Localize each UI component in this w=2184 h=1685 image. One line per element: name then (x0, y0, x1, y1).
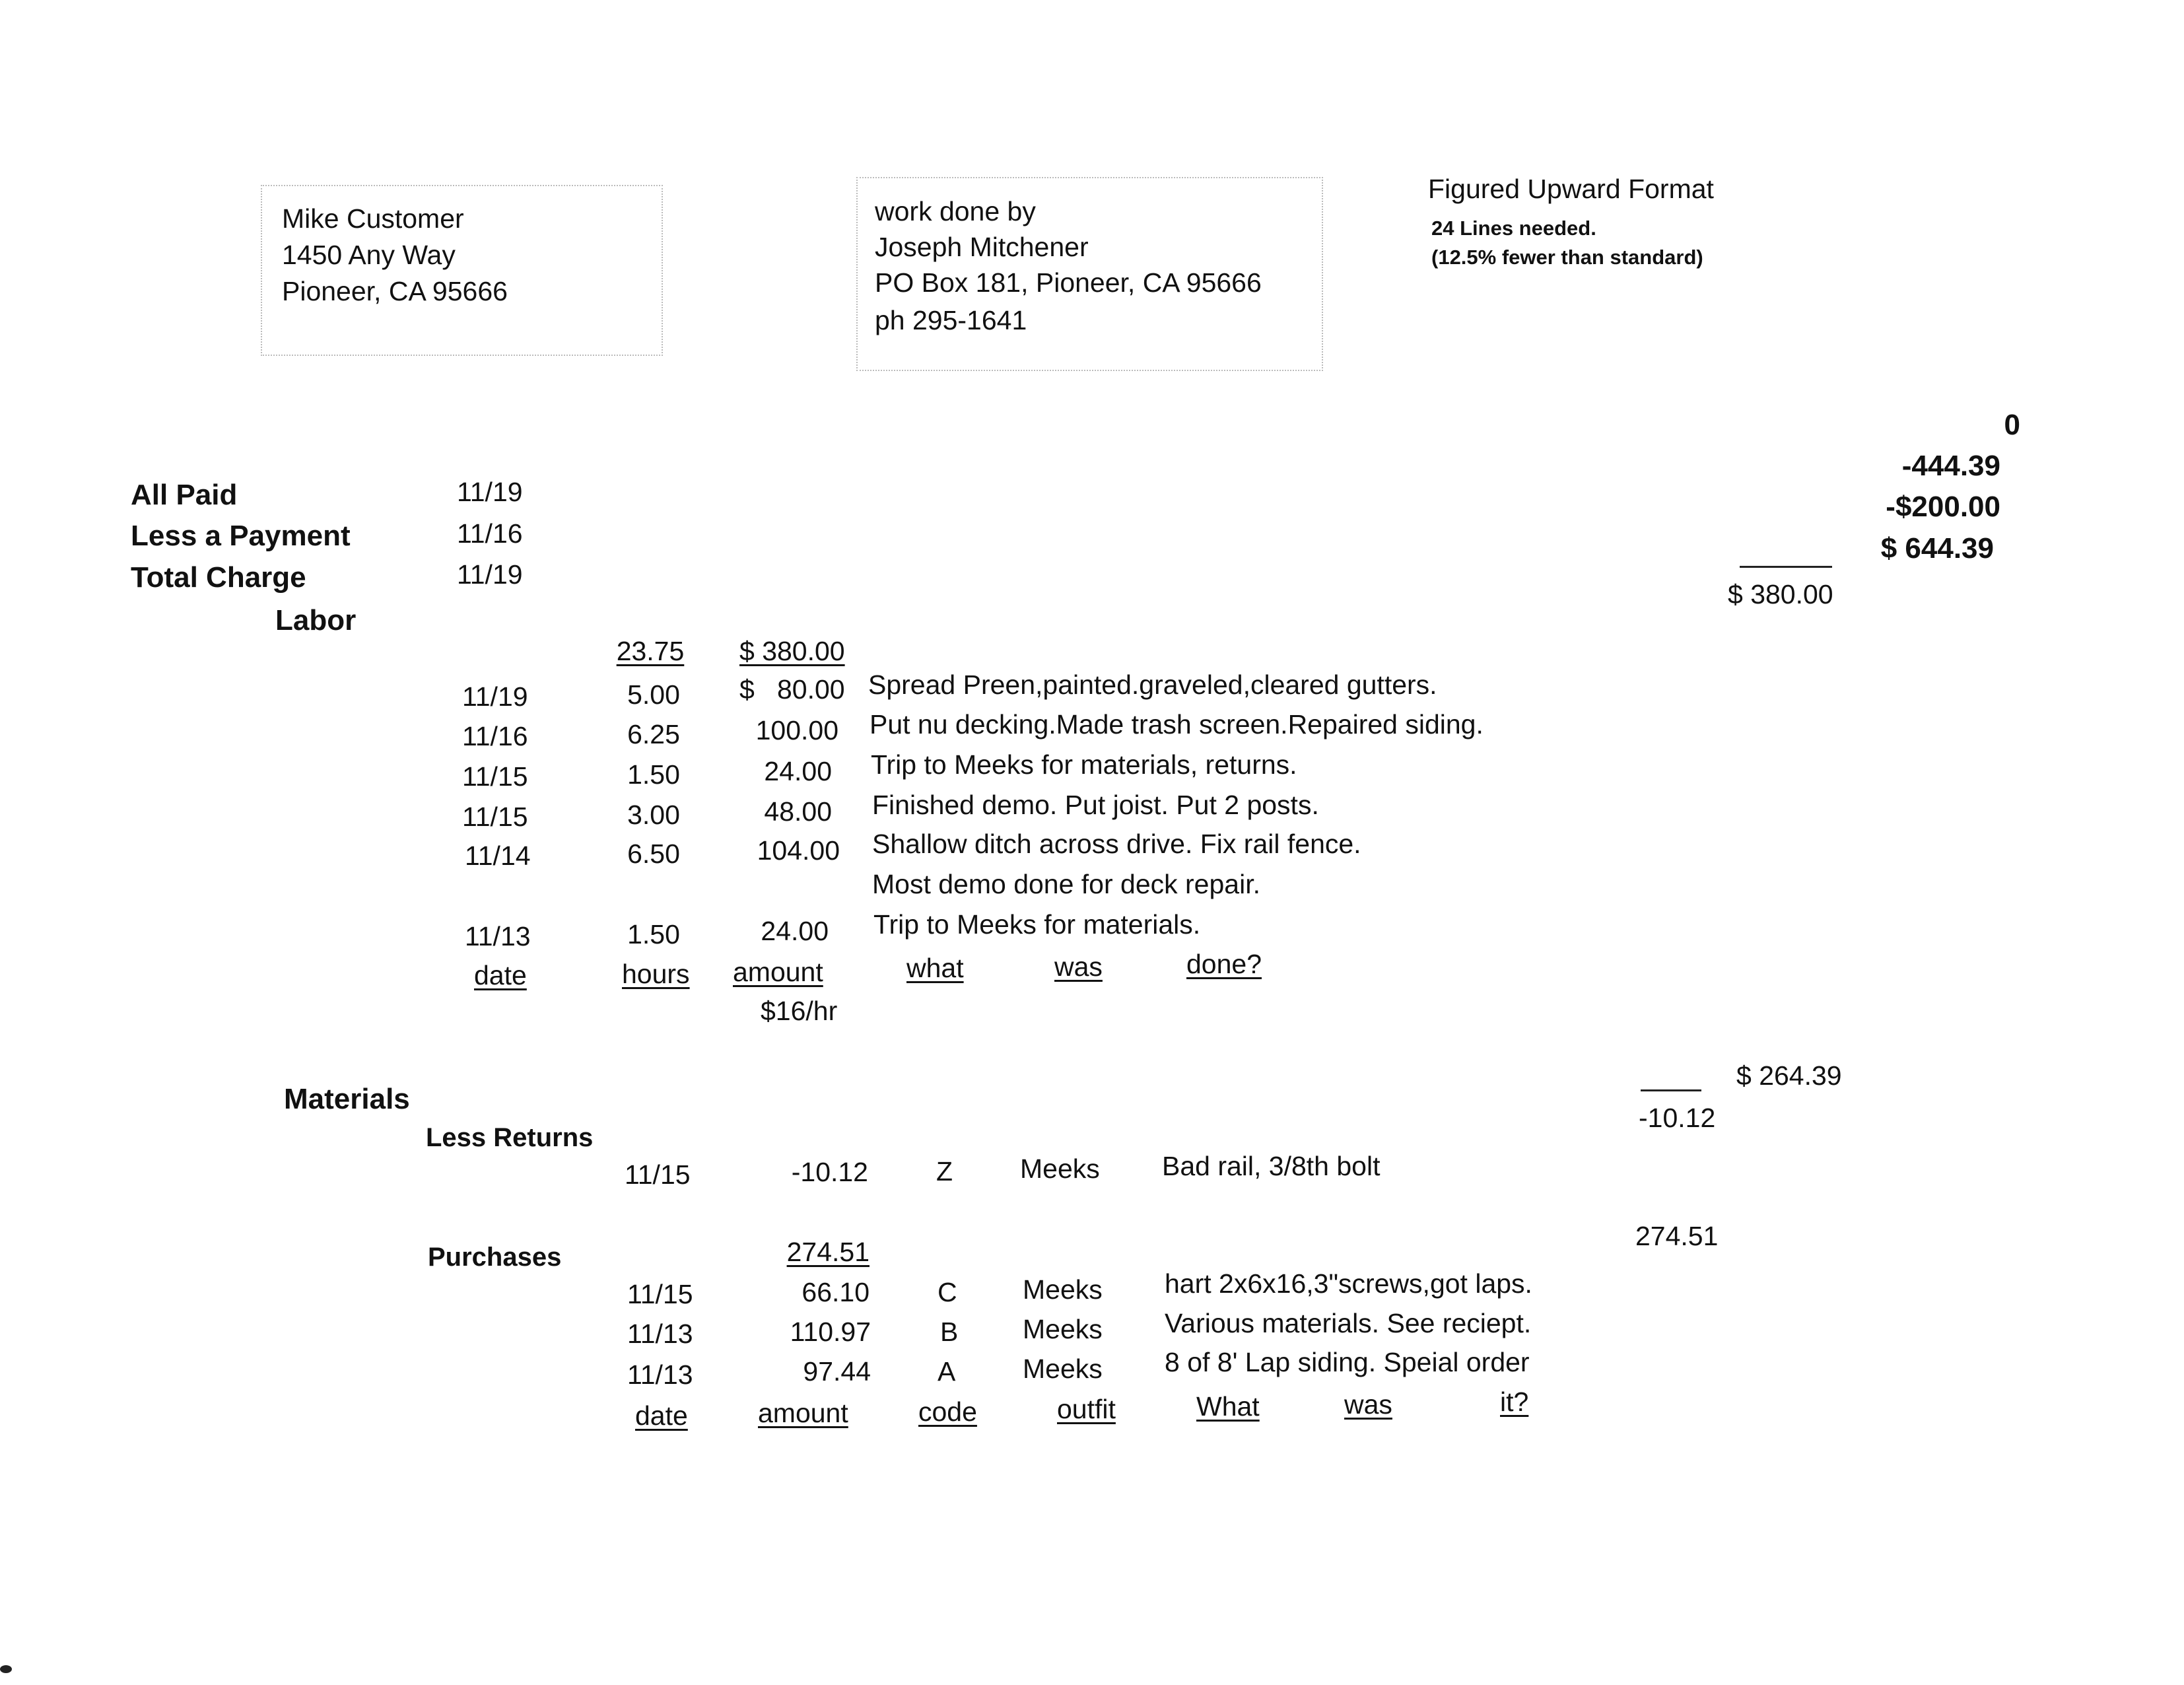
purchases-row-3-amount: 97.44 (803, 1356, 871, 1387)
materials-purchases-total-right: 274.51 (1635, 1221, 1719, 1251)
labor-row-5-amount: 104.00 (757, 835, 840, 866)
labor-header-done: done? (1186, 949, 1262, 979)
contractor-phone: ph 295-1641 (875, 305, 1027, 335)
labor-header-was: was (1054, 951, 1103, 982)
labor-row-2-hours: 6.25 (627, 719, 680, 749)
purchases-row-1-outfit: Meeks (1023, 1274, 1103, 1305)
materials-total: $ 264.39 (1736, 1060, 1842, 1091)
labor-row-4-date: 11/15 (462, 802, 528, 832)
labor-row-1-amount: $ 80.00 (739, 674, 845, 705)
labor-row-4-hours: 3.00 (627, 800, 680, 830)
materials-header-it: it? (1500, 1387, 1529, 1417)
materials-header-amount: amount (758, 1398, 848, 1428)
labor-row-2-amount: 100.00 (755, 715, 838, 745)
purchases-row-1-date: 11/15 (627, 1279, 693, 1309)
returns-row-1-outfit: Meeks (1020, 1153, 1100, 1184)
labor-row-5-desc: Shallow ditch across drive. Fix rail fence. (872, 829, 1361, 859)
labor-row-3-date: 11/15 (462, 761, 528, 792)
labor-row-7-desc: Trip to Meeks for materials. (873, 909, 1201, 940)
labor-header-what: what (906, 953, 964, 983)
purchases-total: 274.51 (786, 1237, 870, 1267)
labor-row-2-date: 11/16 (462, 721, 528, 751)
purchases-heading: Purchases (428, 1243, 562, 1272)
labor-total-hours: 23.75 (616, 636, 685, 666)
purchases-row-1-desc: hart 2x6x16,3"screws,got laps. (1165, 1268, 1532, 1299)
summary-total-charge-label: Total Charge (131, 561, 306, 594)
customer-address: 1450 Any Way (282, 240, 456, 270)
contractor-intro: work done by (875, 196, 1036, 226)
returns-row-1-desc: Bad rail, 3/8th bolt (1162, 1151, 1381, 1181)
labor-row-5-hours: 6.50 (627, 839, 680, 869)
format-savings: (12.5% fewer than standard) (1431, 246, 1703, 269)
summary-value-total-charge: $ 644.39 (1880, 532, 1994, 565)
materials-header-date: date (635, 1400, 688, 1431)
summary-all-paid-label: All Paid (131, 479, 238, 511)
labor-rate: $16/hr (761, 996, 838, 1026)
scan-mark (0, 1665, 12, 1673)
summary-value-all-paid: -444.39 (1901, 450, 2000, 482)
purchases-row-3-date: 11/13 (627, 1359, 693, 1390)
summary-labor-total: $ 380.00 (1728, 579, 1833, 609)
summary-value-zero: 0 (2004, 409, 2020, 441)
materials-header-code: code (918, 1396, 977, 1427)
summary-less-payment-date: 11/16 (457, 518, 523, 549)
purchases-row-3-desc: 8 of 8' Lap siding. Speial order (1165, 1347, 1530, 1377)
labor-row-1-desc: Spread Preen,painted.graveled,cleared gutters. (868, 670, 1437, 700)
contractor-address: PO Box 181, Pioneer, CA 95666 (875, 267, 1262, 298)
summary-less-payment-label: Less a Payment (131, 520, 351, 552)
purchases-row-2-outfit: Meeks (1023, 1314, 1103, 1344)
labor-row-3-desc: Trip to Meeks for materials, returns. (871, 749, 1297, 780)
materials-header-what: What (1196, 1391, 1260, 1422)
purchases-row-2-amount: 110.97 (790, 1317, 871, 1347)
purchases-row-1-code: C (938, 1277, 957, 1307)
labor-header-amount: amount (733, 957, 823, 987)
labor-row-7-date: 11/13 (465, 921, 531, 951)
labor-row-3-hours: 1.50 (627, 759, 680, 790)
returns-heading: Less Returns (426, 1123, 594, 1152)
format-lines: 24 Lines needed. (1431, 217, 1596, 240)
purchases-row-3-code: A (938, 1356, 956, 1387)
labor-row-4-amount: 48.00 (764, 796, 832, 827)
labor-row-5-date: 11/14 (465, 841, 531, 871)
returns-row-1-date: 11/15 (625, 1159, 691, 1190)
returns-row-1-code: Z (936, 1156, 953, 1186)
summary-rule (1740, 566, 1832, 568)
materials-header-outfit: outfit (1057, 1394, 1116, 1424)
summary-total-charge-date: 11/19 (457, 559, 523, 590)
labor-row-7-hours: 1.50 (627, 919, 680, 949)
purchases-row-3-outfit: Meeks (1023, 1354, 1103, 1384)
labor-header-hours: hours (622, 959, 690, 989)
summary-all-paid-date: 11/19 (457, 477, 523, 507)
labor-row-6-desc: Most demo done for deck repair. (872, 869, 1260, 899)
labor-row-2-desc: Put nu decking.Made trash screen.Repaired siding. (870, 709, 1484, 739)
contractor-name: Joseph Mitchener (875, 232, 1089, 262)
labor-header-date: date (474, 960, 527, 990)
customer-city: Pioneer, CA 95666 (282, 276, 508, 306)
labor-row-3-amount: 24.00 (764, 756, 832, 786)
labor-total-amount: $ 380.00 (739, 636, 845, 666)
labor-row-1-hours: 5.00 (627, 679, 680, 710)
purchases-row-2-desc: Various materials. See reciept. (1165, 1308, 1532, 1338)
purchases-row-2-date: 11/13 (627, 1319, 693, 1349)
materials-header-was: was (1344, 1389, 1392, 1420)
materials-heading: Materials (284, 1083, 410, 1115)
summary-value-payment: -$200.00 (1886, 491, 2000, 523)
materials-rule (1641, 1089, 1701, 1091)
labor-row-7-amount: 24.00 (761, 916, 829, 946)
materials-returns-total: -10.12 (1639, 1103, 1716, 1133)
labor-heading: Labor (275, 604, 357, 636)
format-title: Figured Upward Format (1428, 174, 1714, 204)
purchases-row-2-code: B (940, 1317, 959, 1347)
labor-row-4-desc: Finished demo. Put joist. Put 2 posts. (872, 790, 1319, 820)
purchases-row-1-amount: 66.10 (802, 1277, 870, 1307)
customer-name: Mike Customer (282, 203, 464, 234)
labor-row-1-date: 11/19 (462, 681, 528, 712)
returns-row-1-amount: -10.12 (791, 1157, 868, 1187)
